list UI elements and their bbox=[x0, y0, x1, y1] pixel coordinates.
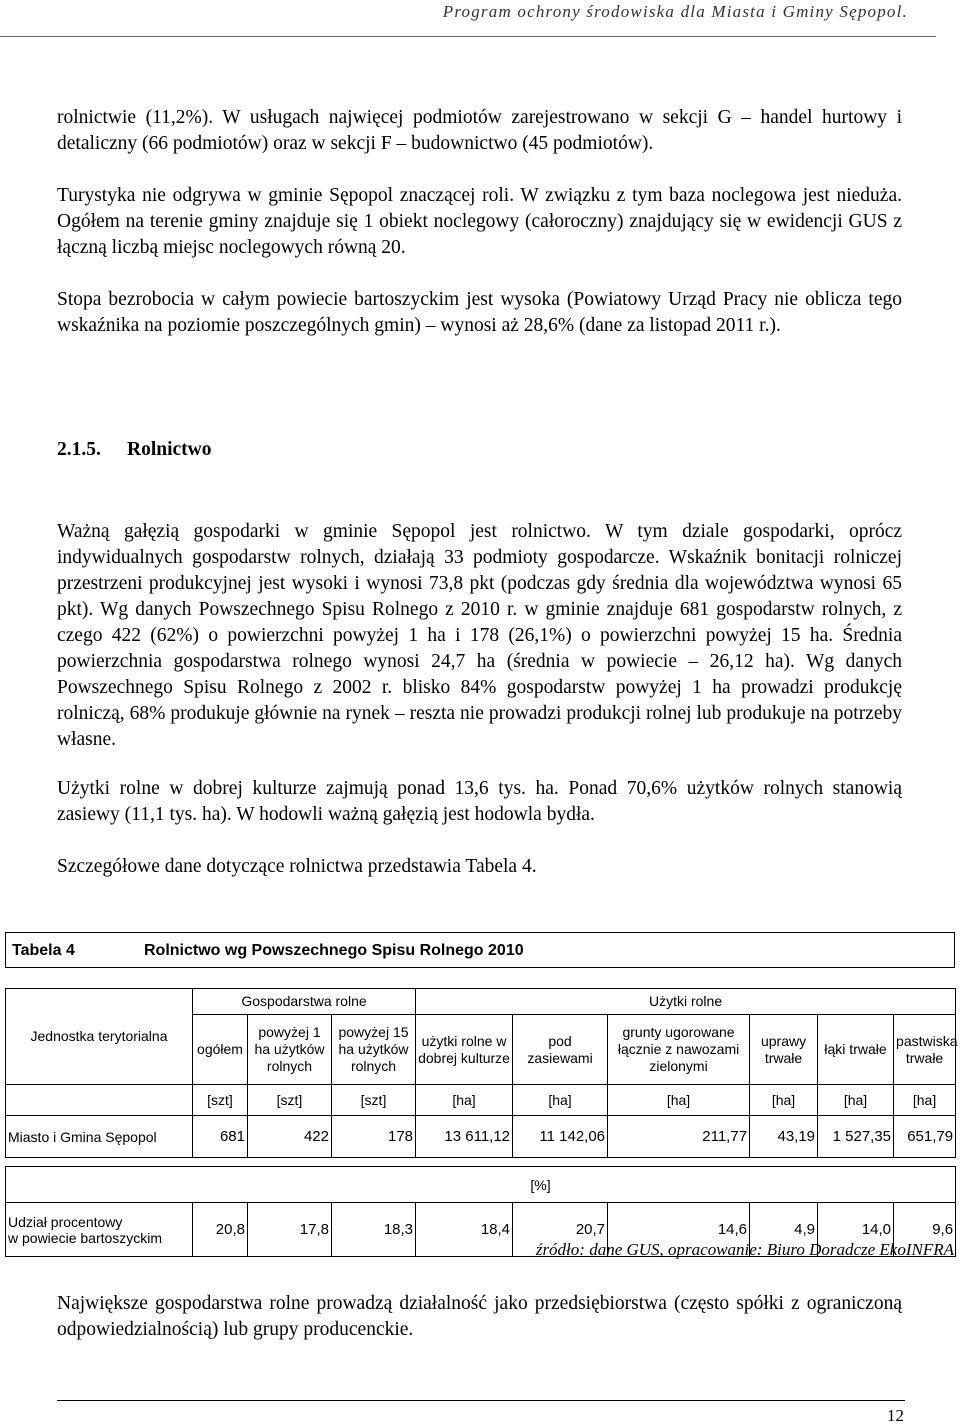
group-header-farms: Gospodarstwa rolne bbox=[193, 989, 416, 1015]
page-number: 12 bbox=[887, 1406, 904, 1425]
percent-spacer bbox=[750, 1167, 956, 1203]
table-row bbox=[6, 1116, 956, 1158]
data-cell: 18,3 bbox=[332, 1203, 416, 1257]
unit-cell: [ha] bbox=[416, 1085, 513, 1116]
section-title: Rolnictwo bbox=[127, 439, 212, 460]
paragraph-agriculture: Ważną gałęzią gospodarki w gminie Sępopol jest rolnictwo. W tym dziale gospodarki, oprócz indywidualnych gospodarstw rolnych, działają 33 podmioty gospodarcze. Wskaźnik bonitacji rolniczej przestrzeni produkcyjnej jest wysoki i wynosi 73,8 pkt (podczas gdy średnia dla województwa wynosi 65 pkt). Wg danych Powszechnego Spisu Rolnego z 2010 r. w gminie znajduje 681 gospodarstw rolnych, z czego 422 (62%) o powierzchni powyżej 1 ha i 178 (26,1%) o powierzchni powyżej 15 ha. Średnia powierzchnia gospodarstwa rolnego wynosi 24,7 ha (średnia w powiecie – 26,12 ha). Wg danych Powszechnego Spisu Rolnego z 2002 r. blisko 84% gospodarstw powyżej 1 ha prowadzi produkcję rolniczą, 68% produkuje głównie na rynek – reszta nie prowadzi produkcji rolnej lub produkuje na potrzeby własne. bbox=[57, 521, 902, 750]
paragraph-large-farms: Największe gospodarstwa rolne prowadzą działalność jako przedsiębiorstwa (często spółki z ograniczoną odpowiedzialnością) lub grupy producenckie. bbox=[57, 1293, 902, 1340]
data-cell: 18,4 bbox=[416, 1203, 513, 1257]
data-cell: 13 611,12 bbox=[416, 1116, 513, 1158]
data-cell: 20,7 bbox=[513, 1203, 608, 1257]
data-cell: 178 bbox=[332, 1116, 416, 1158]
header-rule bbox=[0, 36, 936, 37]
unit-cell: [ha] bbox=[894, 1085, 956, 1116]
group-header-land: Użytki rolne bbox=[416, 989, 956, 1015]
table-title: Rolnictwo wg Powszechnego Spisu Rolnego 2010 bbox=[144, 942, 524, 959]
page-header: Program ochrony środowiska dla Miasta i Gminy Sępopol. bbox=[442, 2, 908, 21]
data-cell: 211,77 bbox=[608, 1116, 750, 1158]
table-label: Tabela 4 bbox=[12, 942, 75, 959]
row-label-line: Udział procentowy bbox=[8, 1213, 123, 1230]
data-cell: 14,0 bbox=[818, 1203, 894, 1257]
unit-cell: [ha] bbox=[818, 1085, 894, 1116]
paragraph-unemployment: Stopa bezrobocia w całym powiecie bartoszyckim jest wysoka (Powiatowy Urząd Pracy nie oblicza tego wskaźnika na poziomie poszczególnych gmin) – wynosi aż 28,6% (dane za listopad 2011 r.). bbox=[57, 289, 902, 336]
paragraph-land-use: Użytki rolne w dobrej kulturze zajmują ponad 13,6 tys. ha. Ponad 70,6% użytków rolnych stanowią zasiewy (11,1 tys. ha). W hodowli ważną gałęzią jest hodowla bydła. bbox=[57, 778, 902, 825]
col-header: ogółem bbox=[193, 1015, 248, 1085]
data-cell: 20,8 bbox=[193, 1203, 248, 1257]
paragraph-table-ref: Szczegółowe dane dotyczące rolnictwa przedstawia Tabela 4. bbox=[57, 856, 537, 877]
col-header: pod zasiewami bbox=[513, 1015, 608, 1085]
data-cell: 11 142,06 bbox=[513, 1116, 608, 1158]
unit-spacer bbox=[6, 1085, 193, 1116]
percent-spacer bbox=[6, 1167, 332, 1203]
col-header: uprawy trwałe bbox=[750, 1015, 818, 1085]
unit-cell: [ha] bbox=[608, 1085, 750, 1116]
paragraph-services: rolnictwie (11,2%). W usługach najwięcej podmiotów zarejestrowano w sekcji G – handel hurtowy i detaliczny (66 podmiotów) oraz w sekcji F – budownictwo (45 podmiotów). bbox=[57, 107, 902, 154]
percent-unit: [%] bbox=[332, 1167, 750, 1203]
table-gap bbox=[6, 1158, 956, 1167]
col-header: łąki trwałe bbox=[818, 1015, 894, 1085]
data-cell: 9,6 bbox=[894, 1203, 956, 1257]
data-cell: 43,19 bbox=[750, 1116, 818, 1158]
row-label: Miasto i Gmina Sępopol bbox=[6, 1116, 193, 1158]
data-cell: 4,9 bbox=[750, 1203, 818, 1257]
row-label bbox=[6, 1203, 193, 1257]
unit-cell: [szt] bbox=[248, 1085, 332, 1116]
col-header: grunty ugorowane łącznie z nawozami zielonymi bbox=[608, 1015, 750, 1085]
data-cell: 1 527,35 bbox=[818, 1116, 894, 1158]
section-heading bbox=[57, 437, 212, 463]
section-number: 2.1.5. bbox=[57, 439, 101, 460]
data-cell: 14,6 bbox=[608, 1203, 750, 1257]
unit-cell: [szt] bbox=[193, 1085, 248, 1116]
agriculture-table bbox=[5, 988, 956, 1257]
table-source: źródło: dane GUS, opracowanie: Biuro Doradcze EkoINFRA bbox=[535, 1240, 954, 1259]
data-cell: 651,79 bbox=[894, 1116, 956, 1158]
col-header: pastwiska trwałe bbox=[894, 1015, 956, 1085]
data-cell: 422 bbox=[248, 1116, 332, 1158]
row-label-line: w powiecie bartoszyckim bbox=[8, 1229, 163, 1246]
col-header: powyżej 1 ha użytków rolnych bbox=[248, 1015, 332, 1085]
col-header: użytki rolne w dobrej kulturze bbox=[416, 1015, 513, 1085]
unit-cell: [szt] bbox=[332, 1085, 416, 1116]
paragraph-tourism: Turystyka nie odgrywa w gminie Sępopol znaczącej roli. W związku z tym baza noclegowa jest nieduża. Ogółem na terenie gminy znajduje się 1 obiekt noclegowy (całoroczny) znajdujący się w ewidencji GUS z łączną liczbą miejsc noclegowych równą 20. bbox=[57, 185, 902, 258]
col-header: powyżej 15 ha użytków rolnych bbox=[332, 1015, 416, 1085]
data-cell: 17,8 bbox=[248, 1203, 332, 1257]
table-caption bbox=[5, 932, 955, 968]
unit-cell: [ha] bbox=[513, 1085, 608, 1116]
col-header-unit: Jednostka terytorialna bbox=[6, 989, 193, 1085]
unit-cell: [ha] bbox=[750, 1085, 818, 1116]
footer-rule bbox=[57, 1400, 905, 1401]
data-cell: 681 bbox=[193, 1116, 248, 1158]
